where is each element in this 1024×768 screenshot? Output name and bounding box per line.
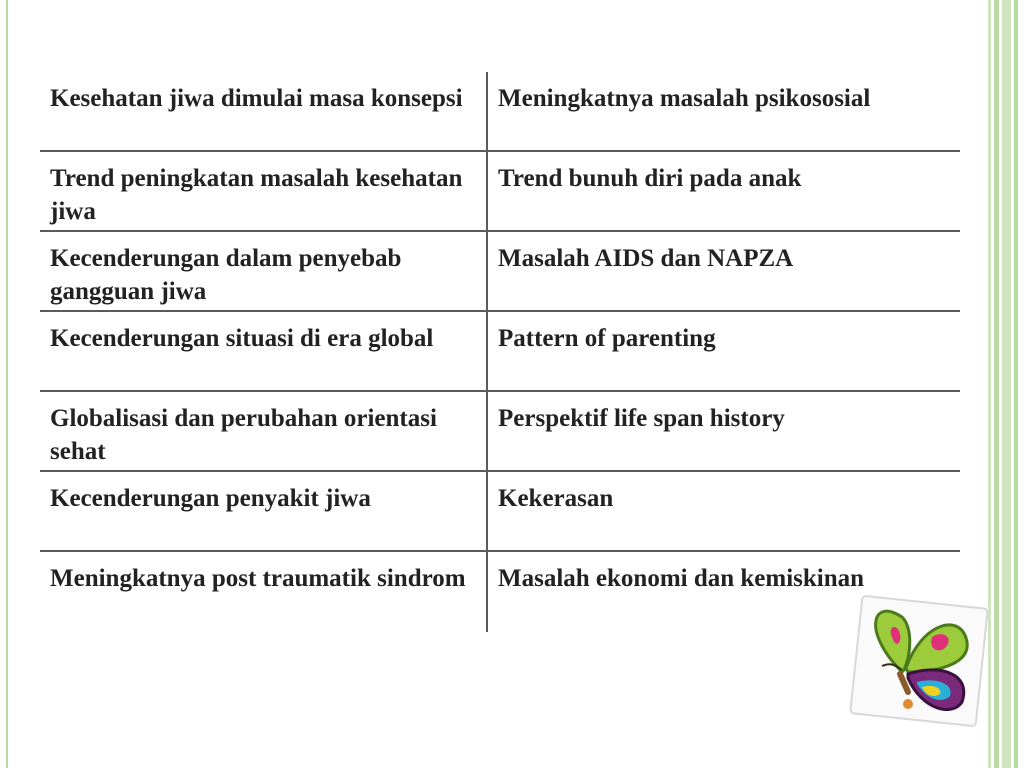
table-cell-right: Kekerasan — [498, 485, 614, 512]
table-row — [40, 72, 960, 152]
table-row — [40, 232, 960, 312]
left-border-line — [6, 0, 8, 768]
table-cell-right: Trend bunuh diri pada anak — [498, 165, 802, 192]
table-cell-right: Masalah ekonomi dan kemiskinan — [498, 565, 865, 592]
table-cell-right: Meningkatnya masalah psikososial — [498, 85, 871, 112]
table-cell-left: Meningkatnya post traumatik sindrom — [40, 552, 488, 632]
table-cell-left: Trend peningkatan masalah kesehatan jiwa — [40, 152, 488, 230]
table-row — [40, 312, 960, 392]
butterfly-icon — [842, 592, 992, 732]
comparison-table — [40, 72, 960, 632]
table-cell-left: Kecenderungan situasi di era global — [40, 312, 488, 390]
table-row — [40, 152, 960, 232]
table-cell-left: Kecenderungan dalam penyebab gangguan jiwa — [40, 232, 488, 310]
table-cell-right: Pattern of parenting — [498, 325, 716, 352]
table-row — [40, 472, 960, 552]
table-cell-left: Kecenderungan penyakit jiwa — [40, 472, 488, 550]
table-cell-left: Kesehatan jiwa dimulai masa konsepsi — [40, 72, 488, 150]
table-row — [40, 552, 960, 632]
table-cell-right: Perspektif life span history — [498, 405, 785, 432]
table-row — [40, 392, 960, 472]
table-cell-right: Masalah AIDS dan NAPZA — [498, 245, 794, 272]
table-cell-left: Globalisasi dan perubahan orientasi sehat — [40, 392, 488, 470]
